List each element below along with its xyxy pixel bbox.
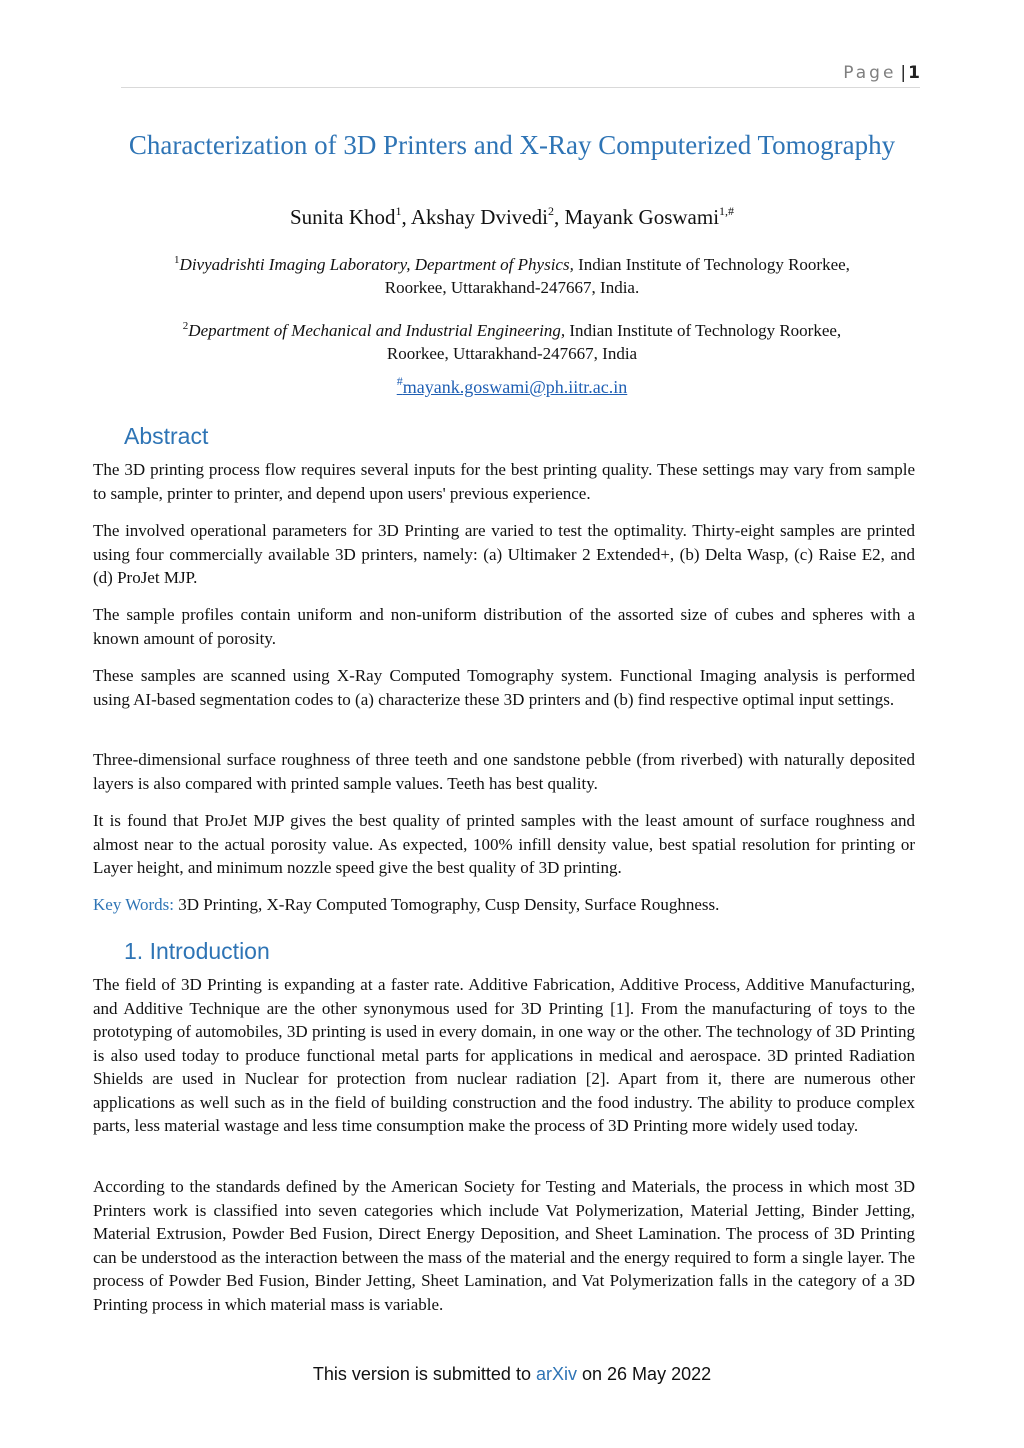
abstract-paragraph: These samples are scanned using X-Ray Computed Tomography system. Functional Imaging analysis is performed using AI-based segmentation codes to (a) characterize these 3D printers and (b) find respective optimal input settings. (93, 666, 915, 709)
abstract-paragraph: Three-dimensional surface roughness of three teeth and one sandstone pebble (from riverbed) with naturally deposited layers is also compared with printed sample values. Teeth has best quality. (93, 750, 915, 793)
email-address: mayank.goswami@ph.iitr.ac.in (402, 377, 628, 397)
paper-title: Characterization of 3D Printers and X-Ray Computerized Tomography (128, 130, 896, 160)
abstract-paragraph: It is found that ProJet MJP gives the best quality of printed samples with the least amount of surface roughness and almost near to the actual porosity value. As expected, 100% infill density value, best spatial resolution for printing or Layer height, and minimum nozzle speed give the best quality of 3D printing. (93, 811, 915, 877)
keywords-label: Key Words: (93, 895, 174, 914)
email-sup: # (396, 374, 403, 388)
page-label: Page (843, 63, 897, 83)
abstract-paragraph: The 3D printing process flow requires several inputs for the best printing quality. These settings may vary from sample to sample, printer to printer, and depend upon users' previous experience. (93, 460, 915, 503)
affiliation-dept: Divyadrishti Imaging Laboratory, Department of Physics, (179, 255, 574, 274)
footer-suffix: on 26 May 2022 (582, 1364, 712, 1384)
author-name: Mayank Goswami (564, 205, 720, 229)
page-separator: | (900, 63, 907, 83)
affiliation-sup: 1 (174, 254, 180, 266)
affiliation-1 (120, 249, 904, 299)
abstract-paragraph: The sample profiles contain uniform and non-uniform distribution of the assorted size of cubes and spheres with a known amount of porosity. (93, 605, 915, 648)
page-number-header (843, 63, 920, 83)
author-list: Sunita Khod$^1$, Akshay Dvivedi$^2$, Mayank Goswami$^{1,\#}$ (289, 204, 735, 229)
author-sup: 1 (395, 204, 402, 218)
introduction-heading: 1. Introduction (124, 938, 270, 964)
affiliation-2 (120, 315, 904, 365)
footer-venue: arXiv (535, 1364, 577, 1384)
corresponding-email (0, 374, 1024, 398)
affiliation-dept: Department of Mechanical and Industrial Engineering, (188, 321, 566, 340)
keywords-list: 3D Printing, X-Ray Computed Tomography, Cusp Density, Surface Roughness. (178, 895, 720, 914)
abstract-paragraph: The involved operational parameters for 3D Printing are varied to test the optimality. Thirty-eight samples are printed using four commercially available 3D printers, namely: (a) Ultimaker 2 Extended+, (b) Delta Wasp, (c) Raise E2, and (d) ProJet MJP. (93, 521, 915, 587)
affiliation-location: Roorkee, Uttarakhand-247667, India. (384, 278, 640, 297)
affiliation-institute: Indian Institute of Technology Roorkee, (569, 321, 842, 340)
keywords (93, 893, 915, 917)
affiliation-sup: 2 (182, 320, 189, 332)
author-sup: 2 (547, 204, 554, 218)
header-rule (121, 87, 920, 88)
author-name: Akshay Dvivedi (410, 205, 548, 229)
introduction-paragraph: The field of 3D Printing is expanding at a faster rate. Additive Fabrication, Additive Process, Additive Manufacturing, and Additive Technique are the other synonymous used for 3D Printing [1]. From the manufacturing of toys to the prototyping of automobiles, 3D printing is used in every domain, in one way or the other. The technology of 3D Printing is also used today to produce functional metal parts for applications in medical and aerospace. 3D printed Radiation Shields are used in Nuclear for protection from nuclear radiation [2]. Apart from it, there are numerous other applications as well such as in the field of building construction and the food industry. The ability to produce complex parts, less material wastage and less time consumption make the process of 3D Printing more widely used today. (93, 975, 915, 1135)
email-link[interactable] (396, 374, 628, 397)
author-name: Sunita Khod (289, 205, 396, 229)
submission-footer (0, 1364, 1024, 1385)
affiliation-location: Roorkee, Uttarakhand-247667, India (386, 344, 638, 363)
abstract-heading: Abstract (124, 423, 209, 449)
author-sup: 1,# (719, 204, 735, 218)
page-number: 1 (908, 63, 920, 83)
introduction-paragraph: According to the standards defined by the American Society for Testing and Materials, the process in which most 3D Printers work is classified into seven categories which include Vat Polymerization, Material Jetting, Binder Jetting, Material Extrusion, Powder Bed Fusion, Direct Energy Deposition, and Sheet Lamination. The process of 3D Printing can be understood as the interaction between the mass of the material and the energy required to form a single layer. The process of Powder Bed Fusion, Binder Jetting, Sheet Lamination, and Vat Polymerization falls in the category of a 3D Printing process in which material mass is variable. (93, 1177, 915, 1314)
affiliation-institute: Indian Institute of Technology Roorkee, (578, 255, 850, 274)
footer-prefix: This version is submitted to (312, 1364, 531, 1384)
